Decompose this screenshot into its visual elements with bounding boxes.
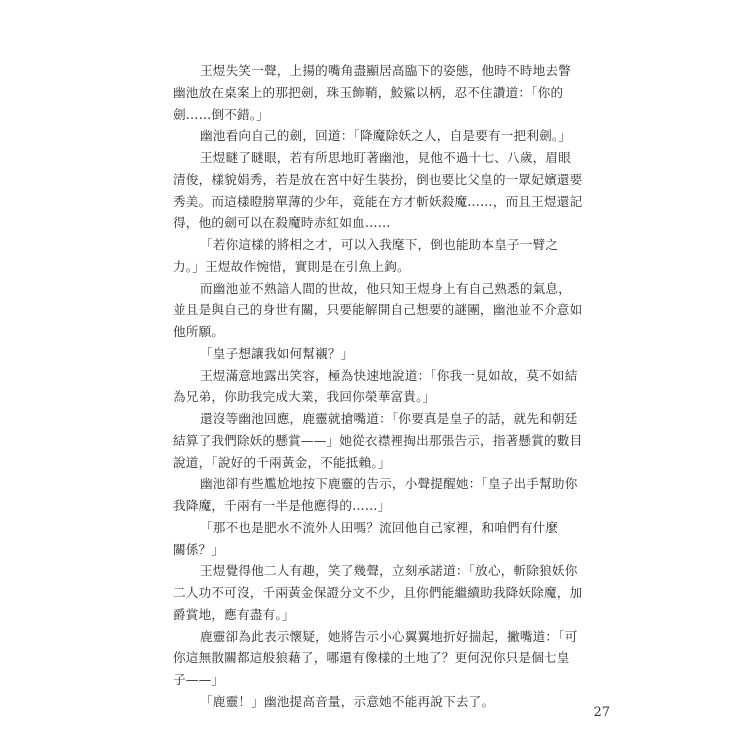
page-number: 27 bbox=[593, 705, 610, 720]
text-line: 說道，「說好的千兩黃金，不能抵賴。」 bbox=[173, 454, 391, 470]
text-line: 關係？」 bbox=[173, 541, 225, 557]
text-line: 為兄弟，你助我完成大業，我回你榮華富貴。」 bbox=[173, 389, 436, 405]
text-line: 並且是與自己的身世有關，只要能解開自己想要的謎團，幽池並不介意如 bbox=[173, 302, 583, 318]
text-line: 子——」 bbox=[173, 672, 225, 687]
paragraph bbox=[173, 278, 593, 343]
paragraph bbox=[173, 626, 593, 691]
paragraph bbox=[173, 60, 593, 125]
text-line: 劍……倒不錯。」 bbox=[173, 106, 270, 122]
text-line: 「鹿靈！」幽池提高音量，示意她不能再說下去了。 bbox=[200, 693, 495, 709]
text-line: 你這無散關都這般狼藉了，哪還有像樣的土地了？更何況你只是個七皇 bbox=[173, 650, 570, 666]
paragraph bbox=[173, 408, 593, 473]
paragraph bbox=[173, 517, 593, 561]
text-line: 還沒等幽池回應，鹿靈就搶嘴道：「你要真是皇子的話，就先和朝廷 bbox=[200, 411, 578, 426]
text-line: 王煜覺得他二人有趣，笑了幾聲，立刻承諾道：「放心，斬除狼妖你 bbox=[200, 563, 578, 579]
text-line: 秀美。而這樣瞪膀單薄的少年，竟能在方才斬妖殺魔……，而且王煜還記 bbox=[173, 193, 583, 209]
paragraph bbox=[173, 560, 593, 625]
paragraph bbox=[173, 343, 593, 365]
text-line: 爵賞地，應有盡有。」 bbox=[173, 606, 295, 622]
text-line: 幽池放在桌案上的那把劍，珠玉飾鞘，鮫鯊以柄，忍不住讚道：「你的 bbox=[173, 84, 564, 100]
text-line: 王煜失笑一聲，上揚的嘴角盡顯居高臨下的姿態，他時不時地去瞥 bbox=[200, 63, 572, 78]
text-line: 「皇子想讓我如何幫襯？」 bbox=[200, 345, 354, 361]
text-line: 幽池看向自己的劍，回道：「降魔除妖之人，自是要有一把利劍。」 bbox=[200, 128, 572, 144]
text-line: 「若你這樣的將相之才，可以入我麾下，倒也能助本皇子一臂之 bbox=[200, 237, 559, 252]
paragraph bbox=[173, 691, 593, 713]
paragraph bbox=[173, 234, 593, 278]
text-line: 而幽池並不熟諳人間的世故，他只知王煜身上有自己熟悉的氣息， bbox=[200, 280, 572, 296]
text-line: 我降魔，千兩有一半是他應得的……」 bbox=[173, 498, 391, 513]
text-line: 他所願。 bbox=[173, 324, 225, 339]
text-line: 王煜滿意地露出笑容，極為快速地說道：「你我一見如故，莫不如結 bbox=[200, 367, 578, 383]
paragraph bbox=[173, 365, 593, 409]
paragraph bbox=[173, 125, 593, 147]
text-line: 力。」王煜故作惋惜，實則是在引魚上鉤。 bbox=[173, 258, 410, 274]
text-line: 結算了我們除妖的懸賞——」她從衣襟裡掏出那張告示，指著懸賞的數目 bbox=[173, 432, 583, 448]
text-line: 王煜瞇了瞇眼，若有所思地盯著幽池，見他不過十七、八歲，眉眼 bbox=[200, 150, 572, 165]
text-line: 鹿靈卻為此表示懷疑，她將告示小心翼翼地折好揣起，撇嘴道：「可 bbox=[200, 628, 578, 644]
paragraph bbox=[173, 147, 593, 234]
text-line: 得，他的劍可以在殺魔時赤紅如血…… bbox=[173, 215, 391, 231]
text-line: 「那不也是肥水不流外人田嗎？流回他自己家裡，和咱們有什麼 bbox=[200, 519, 559, 535]
body-text bbox=[173, 60, 593, 713]
text-line: 二人功不可沒，千兩黃金保證分文不少，且你們能繼續助我降妖除魔，加 bbox=[173, 585, 583, 600]
text-line: 幽池卻有些尷尬地按下鹿靈的告示，小聲提醒她：「皇子出手幫助你 bbox=[200, 476, 578, 492]
text-line: 清俊，樣貌娟秀，若是放在宮中好生裝扮，倒也要比父皇的一眾妃嬪還要 bbox=[173, 171, 583, 187]
paragraph bbox=[173, 473, 593, 517]
